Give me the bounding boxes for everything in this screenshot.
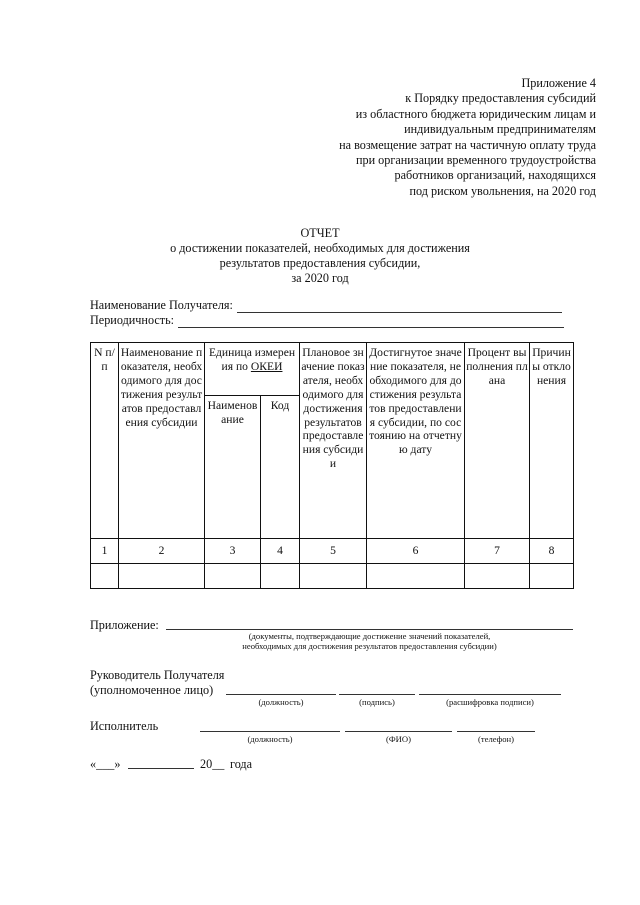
header-unit-code: Код — [261, 396, 300, 539]
header-num: N п/п — [91, 343, 119, 539]
head-label-line2: (уполномоченное лицо) — [90, 683, 214, 697]
header-unit-name: Наименование — [205, 396, 261, 539]
appendix-line: индивидуальным предпринимателям — [404, 122, 596, 137]
head-signature-line[interactable] — [339, 694, 415, 695]
table-cell[interactable] — [205, 564, 261, 589]
column-number: 1 — [91, 539, 119, 564]
table-cell[interactable] — [261, 564, 300, 589]
column-number-row — [91, 539, 574, 564]
table-cell[interactable] — [367, 564, 465, 589]
date-year-suffix: года — [230, 757, 253, 771]
column-number: 7 — [465, 539, 530, 564]
table-cell[interactable] — [300, 564, 367, 589]
report-subtitle-line: о достижении показателей, необходимых для достижения — [170, 241, 470, 255]
head-label-line1: Руководитель Получателя — [90, 668, 225, 682]
date-year: 20__ — [200, 757, 225, 771]
column-number: 4 — [261, 539, 300, 564]
report-subtitle-line: результатов предоставления субсидии, — [219, 256, 421, 270]
periodicity-input-line[interactable] — [178, 316, 564, 328]
report-table — [90, 342, 574, 589]
header-unit-group — [205, 343, 300, 396]
head-cap-signature: (подпись) — [359, 697, 395, 707]
appendix-line: на возмещение затрат на частичную оплату труда — [339, 137, 596, 152]
table-cell[interactable] — [530, 564, 574, 589]
attachment-caption-2: необходимых для достижения результатов предоставления субсидии) — [242, 641, 497, 651]
date-day: «___» — [90, 757, 121, 771]
recipient-label: Наименование Получателя: — [90, 298, 233, 312]
column-number: 6 — [367, 539, 465, 564]
table-cell[interactable] — [465, 564, 530, 589]
executor-name-line[interactable] — [345, 731, 452, 732]
header-indicator: Наименование показателя, необходимого для достижения результатов предоставления субсидии — [119, 343, 205, 539]
head-cap-position: (должность) — [258, 697, 304, 707]
data-row — [91, 564, 574, 589]
head-position-line[interactable] — [226, 694, 336, 695]
column-number: 5 — [300, 539, 367, 564]
header-reasons: Причины отклонения — [530, 343, 574, 539]
okei-link[interactable]: ОКЕИ — [250, 359, 283, 373]
table-cell[interactable] — [91, 564, 119, 589]
appendix-line: Приложение 4 — [521, 76, 596, 90]
appendix-line: работников организаций, находящихся — [394, 168, 596, 183]
column-number: 3 — [205, 539, 261, 564]
executor-cap-name: (ФИО) — [386, 734, 411, 744]
table-cell[interactable] — [119, 564, 205, 589]
date-month-line[interactable] — [128, 768, 194, 769]
periodicity-field — [90, 313, 564, 328]
appendix-line: к Порядку предоставления субсидий — [405, 91, 596, 106]
executor-phone-line[interactable] — [457, 731, 535, 732]
header-planned: Плановое значение показателя, необходимого для достижения результатов предоставления субсидии — [300, 343, 367, 539]
appendix-line: из областного бюджета юридическим лицам и — [355, 106, 596, 121]
column-number: 2 — [119, 539, 205, 564]
executor-cap-position: (должность) — [247, 734, 293, 744]
report-title — [0, 226, 640, 286]
attachment-caption-1: (документы, подтверждающие достижение значений показателей, — [248, 631, 491, 641]
executor-cap-phone: (телефон) — [478, 734, 514, 744]
report-period: за 2020 год — [291, 271, 349, 285]
header-unit-prefix: Единица измерения по — [208, 346, 296, 373]
executor-label: Исполнитель — [90, 719, 159, 733]
appendix-line: при организации временного трудоустройства — [355, 153, 596, 168]
column-number: 8 — [530, 539, 574, 564]
attachment-label: Приложение: — [90, 618, 159, 632]
head-cap-decoding: (расшифровка подписи) — [446, 697, 534, 707]
appendix-block — [276, 76, 596, 199]
recipient-field — [90, 298, 562, 313]
report-heading: ОТЧЕТ — [300, 226, 340, 240]
executor-position-line[interactable] — [200, 731, 340, 732]
head-decoding-line[interactable] — [419, 694, 561, 695]
attachment-input-line[interactable] — [166, 629, 573, 630]
periodicity-label: Периодичность: — [90, 313, 175, 327]
header-percent: Процент выполнения плана — [465, 343, 530, 539]
recipient-input-line[interactable] — [237, 301, 562, 313]
appendix-line: под риском увольнения, на 2020 год — [409, 183, 596, 198]
header-achieved: Достигнутое значение показателя, необходимого для достижения результатов предоставления субсидии, по состоянию на отчетную дату — [367, 343, 465, 539]
